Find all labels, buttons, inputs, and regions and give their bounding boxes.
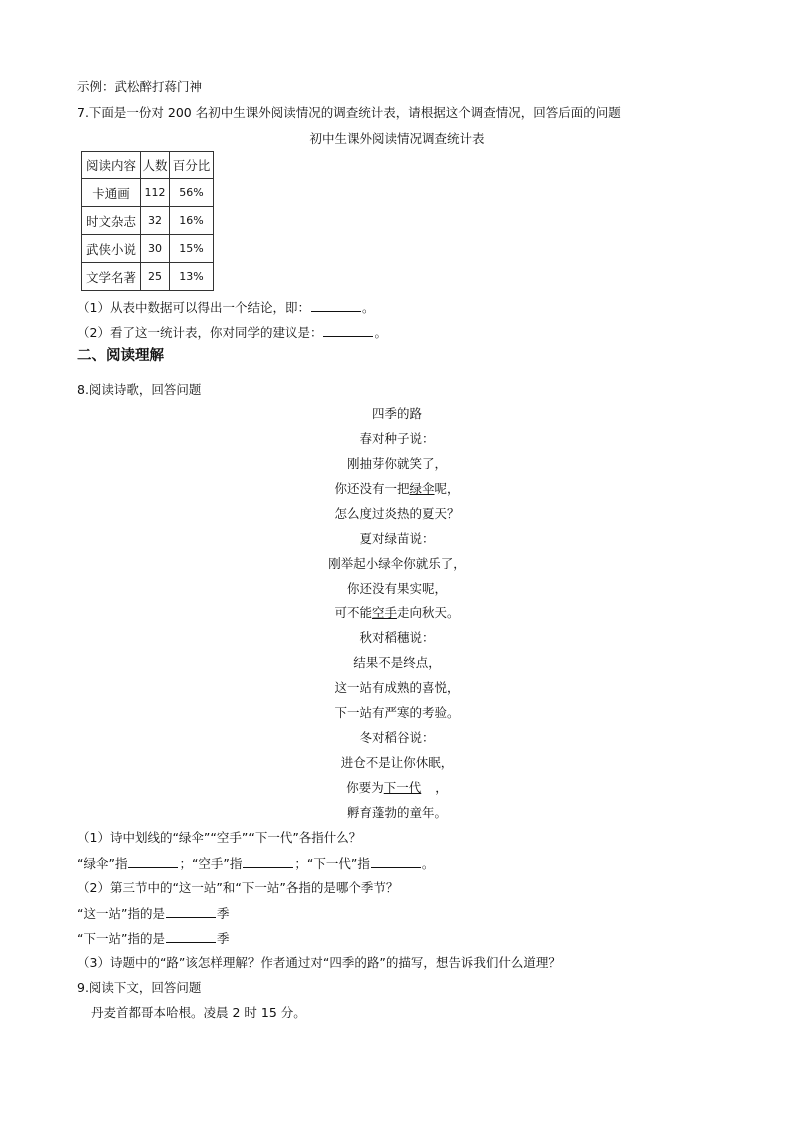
reading-stats-table — [81, 151, 214, 291]
poem-line: 你还没有果实呢， — [346, 581, 447, 596]
table-cell: 32 — [141, 207, 170, 235]
q7-sub1-text: （1）从表中数据可以得出一个结论，即： — [77, 300, 310, 315]
table-cell: 112 — [141, 179, 170, 207]
q8-subquestion-2: （2）第三节中的“这一站”和“下一站”各指的是哪个季节？ — [77, 880, 399, 895]
table-cell: 16% — [170, 207, 214, 235]
table-cell: 时文杂志 — [82, 207, 141, 235]
answer-blank[interactable] — [166, 905, 216, 918]
table-cell: 文学名著 — [82, 263, 141, 291]
table-header-row — [82, 152, 214, 179]
answer-suffix: 季 — [216, 931, 230, 946]
answer-label: “下一站”指的是 — [77, 931, 165, 946]
q8-sub1-answers — [77, 855, 434, 872]
poem-line: 夏对绿苗说： — [359, 531, 435, 546]
table-header: 阅读内容 — [82, 152, 141, 179]
poem-text: ， — [435, 780, 448, 795]
table-cell: 25 — [141, 263, 170, 291]
q8-sub2-answer-a — [77, 905, 229, 922]
example-line: 示例：武松醉打蒋门神 — [77, 79, 203, 94]
table-row — [82, 207, 214, 235]
answer-blank[interactable] — [311, 299, 361, 312]
poem-text: 走向秋天。 — [397, 605, 460, 620]
poem-line — [0, 481, 794, 497]
poem-title: 四季的路 — [371, 406, 422, 421]
section-title: 二、阅读理解 — [77, 348, 164, 364]
answer-blank[interactable] — [371, 855, 421, 868]
underlined-term: 下一代 — [383, 780, 422, 795]
table-row — [82, 263, 214, 291]
underlined-term: 空手 — [371, 605, 397, 620]
answer-blank[interactable] — [243, 855, 293, 868]
poem-line: 刚抽芽你就笑了， — [346, 456, 447, 471]
poem-text: 你要为 — [346, 780, 384, 795]
table-cell: 卡通画 — [82, 179, 141, 207]
q7-sub2-end: 。 — [374, 325, 387, 340]
q8-subquestion-1: （1）诗中划线的“绿伞”“空手”“下一代”各指什么？ — [77, 830, 362, 845]
poem-line: 秋对稻穗说： — [359, 630, 435, 645]
q8-sub2-answer-b — [77, 930, 229, 947]
answer-label: ；“空手”指 — [179, 856, 243, 871]
poem-line: 孵育蓬勃的童年。 — [346, 805, 447, 820]
poem-text: 你还没有一把 — [334, 481, 410, 496]
question-7-prompt: 7.下面是一份对 200 名初中生课外阅读情况的调查统计表，请根据这个调查情况，回答后面的问题 — [77, 105, 621, 120]
table-cell: 56% — [170, 179, 214, 207]
poem-line: 冬对稻谷说： — [359, 730, 435, 745]
table-title: 初中生课外阅读情况调查统计表 — [309, 131, 485, 146]
q9-passage-first-line: 丹麦首都哥本哈根。凌晨 2 时 15 分。 — [91, 1005, 306, 1020]
answer-blank[interactable] — [128, 855, 178, 868]
answer-blank[interactable] — [323, 324, 373, 337]
table-header: 人数 — [141, 152, 170, 179]
answer-label: “绿伞”指 — [77, 856, 128, 871]
table-cell: 武侠小说 — [82, 235, 141, 263]
table-cell: 13% — [170, 263, 214, 291]
answer-label: “这一站”指的是 — [77, 906, 165, 921]
poem-line: 怎么度过炎热的夏天？ — [334, 506, 460, 521]
table-cell: 15% — [170, 235, 214, 263]
poem-line: 结果不是终点， — [353, 655, 441, 670]
poem-text: 可不能 — [334, 605, 372, 620]
q7-subquestion-1 — [77, 299, 374, 316]
answer-label: ；“下一代”指 — [294, 856, 370, 871]
poem-line — [0, 780, 794, 796]
answer-suffix: 季 — [216, 906, 230, 921]
underlined-term: 绿伞 — [409, 481, 435, 496]
answer-blank[interactable] — [166, 930, 216, 943]
q7-sub2-text: （2）看了这一统计表，你对同学的建议是： — [77, 325, 323, 340]
question-9-prompt: 9.阅读下文，回答问题 — [77, 980, 202, 995]
table-row — [82, 179, 214, 207]
q7-sub1-end: 。 — [361, 300, 375, 315]
poem-line: 下一站有严寒的考验。 — [334, 705, 460, 720]
poem-line: 进仓不是让你休眠， — [340, 755, 454, 770]
poem-text: 呢， — [434, 481, 460, 496]
table-cell: 30 — [141, 235, 170, 263]
poem-line — [0, 605, 794, 621]
poem-line: 这一站有成熟的喜悦， — [334, 680, 460, 695]
table-row — [82, 235, 214, 263]
answer-label: 。 — [421, 856, 435, 871]
q8-subquestion-3: （3）诗题中的“路”该怎样理解？作者通过对“四季的路”的描写，想告诉我们什么道理？ — [77, 955, 561, 970]
poem-line: 春对种子说： — [359, 431, 435, 446]
table-header: 百分比 — [170, 152, 214, 179]
question-8-prompt: 8.阅读诗歌，回答问题 — [77, 382, 202, 397]
q7-subquestion-2 — [77, 324, 387, 341]
poem-line: 刚举起小绿伞你就乐了， — [328, 556, 466, 571]
